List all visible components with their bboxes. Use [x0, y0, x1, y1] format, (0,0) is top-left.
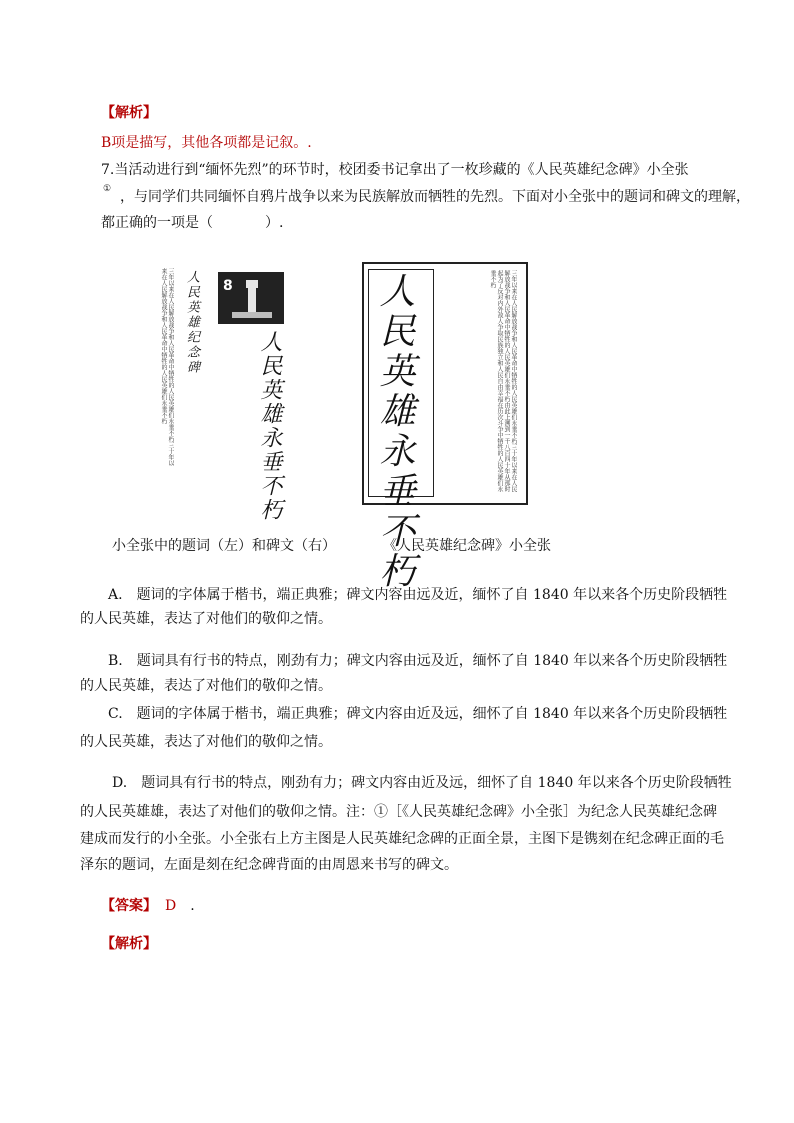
inscription-left-text: 三年以来在人民解放战争和人民革命中牺牲的人民英雄们永垂不朽三十年以来在人民解放战争和人民革命中牺牲的人民英雄们永垂不朽 — [160, 268, 174, 466]
calligraphy-small: 人民英雄纪念碑 — [184, 270, 199, 375]
answer-value: D — [165, 898, 177, 914]
question-line-2: ，与同学们共同缅怀自鸦片战争以来为民族解放而牺牲的先烈。下面对小全张中的题词和碑文的理解， — [120, 189, 750, 205]
option-d-line-2: 的人民英雄雄，表达了对他们的敬仰之情。注：①［《人民英雄纪念碑》小全张］为纪念人民英雄纪念碑 — [80, 804, 717, 820]
option-a-line-2: 的人民英雄，表达了对他们的敬仰之情。 — [80, 611, 332, 627]
option-b-line-2: 的人民英雄，表达了对他们的敬仰之情。 — [80, 678, 332, 694]
stamp-digit: 8 — [223, 278, 233, 294]
monument-stamp-image — [218, 272, 284, 324]
answer-label: 【答案】 — [101, 898, 157, 914]
answer-line — [101, 896, 195, 916]
option-b: B. 题词具有行书的特点，刚劲有力；碑文内容由远及近，缅怀了自 1840 年以来各个历史阶段牺牲 — [108, 653, 728, 669]
option-a-letter: A. — [108, 587, 123, 603]
option-c: C. 题词的字体属于楷书，端正典雅；碑文内容由近及远，细怀了自 1840 年以来各个历史阶段牺牲 — [108, 706, 728, 722]
question-number: 7. — [101, 162, 115, 178]
option-d-line-4: 泽东的题词，左面是刻在纪念碑背面的由周恩来书写的碑文。 — [80, 857, 458, 873]
calligraphy-left: 人民英雄永垂不朽 — [257, 330, 282, 522]
calligraphy-right: 人民英雄永垂不朽 — [374, 272, 415, 592]
option-c-letter: C. — [108, 706, 123, 722]
option-c-line-2: 的人民英雄，表达了对他们的敬仰之情。 — [80, 734, 332, 750]
footnote-mark: ① — [103, 184, 112, 194]
analysis-label: 【解析】 — [101, 105, 157, 121]
option-a: A. 题词的字体属于楷书，端正典雅；碑文内容由远及近，缅怀了自 1840 年以来各个历史阶段牺牲 — [108, 587, 728, 603]
monument-base — [232, 312, 272, 318]
option-d: D. 题词具有行书的特点，刚劲有力；碑文内容由近及远，细怀了自 1840 年以来各个历史阶段牺牲 — [112, 775, 732, 791]
option-b-letter: B. — [108, 653, 123, 669]
caption-right: 《人民英雄纪念碑》小全张 — [383, 538, 551, 554]
analysis-label-2: 【解析】 — [101, 936, 157, 952]
question-line-3: 都正确的一项是（ ）. — [101, 215, 284, 231]
option-d-letter: D. — [112, 775, 128, 791]
option-d-line-3: 建成而发行的小全张。小全张右上方主图是人民英雄纪念碑的正面全景，主图下是镌刻在纪念碑正面的毛 — [80, 831, 724, 847]
answer-dot: . — [190, 898, 195, 914]
question-line-1: 7.当活动进行到“缅怀先烈”的环节时，校团委书记拿出了一枚珍藏的《人民英雄纪念碑》小全张 — [101, 162, 689, 178]
inscription-right-text: 三年以来在人民解放战争和人民革命中牺牲的人民英雄们永垂不朽三十年以来在人民解放战争和人民革命中牺牲的人民英雄们永垂不朽由此上溯到一千八百四十年从那时起为了反对内外敌人争取民族独立和人民自由幸福在历次斗争中牺牲的人民英雄们永垂不朽 — [489, 270, 517, 492]
caption-left: 小全张中的题词（左）和碑文（右） — [112, 538, 336, 554]
analysis-text: B项是描写，其他各项都是记叙。. — [101, 135, 312, 151]
